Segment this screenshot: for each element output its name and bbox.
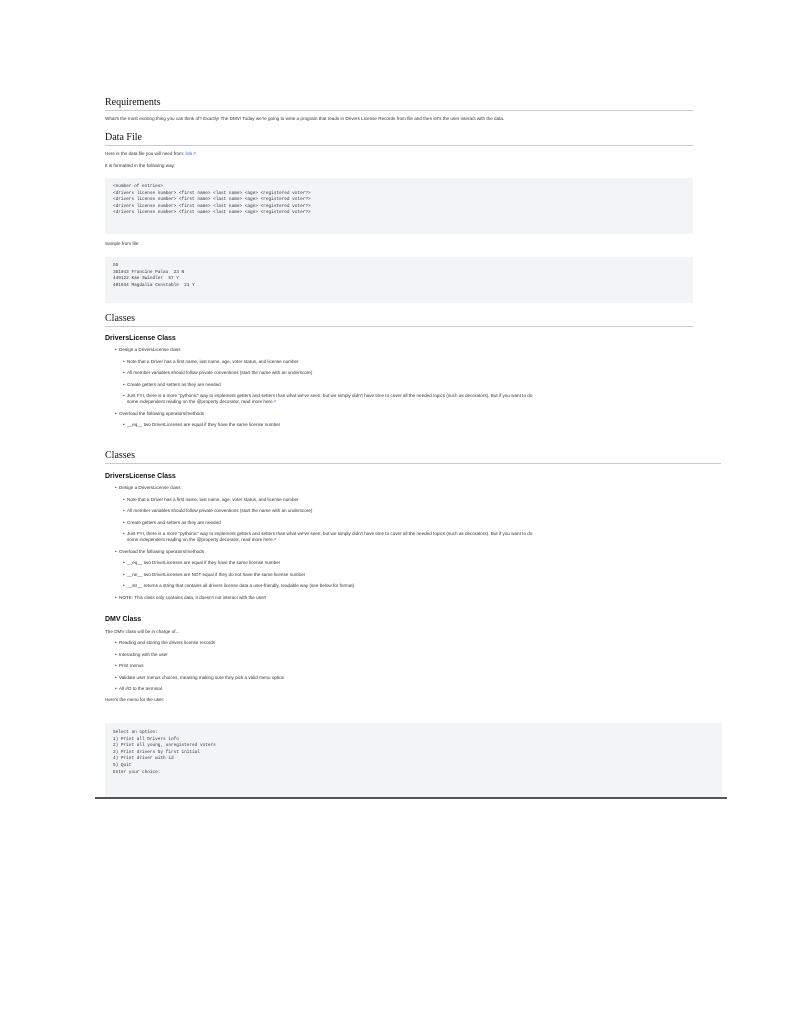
code-line: 5) Quit (113, 762, 132, 768)
list-item: • All member variables should follow private conventions (start the name with an underscore) (123, 508, 313, 513)
data-file-heading: Data File (105, 132, 693, 146)
class-requirements-list (105, 482, 721, 603)
code-line: 381043 Francine Palau 23 N (113, 269, 185, 275)
list-item: • __eq__ two DriverLicenses are equal if they have the same license number (123, 422, 281, 427)
external-link-icon: ↗ (272, 398, 277, 404)
list-item: • NOTE: This class only contains data, it doesn't not interact with the user! (115, 594, 267, 600)
classes-heading: Classes (105, 313, 693, 327)
list-item: • Just FYI, there is a more "pythonic" way to implement getters and setters than what we've seen, but we simply didn't have time to cover all the needed topics (such as decorators). But if you want to do (123, 531, 533, 536)
list-item: • Create getters and setters as they are needed (123, 519, 221, 525)
list-item: • __ne__ two DriverLicenses are NOT equal if they do not have the same license number (123, 571, 306, 577)
class-subheading: DriversLicense Class (105, 473, 176, 480)
classes-heading: Classes (105, 450, 721, 464)
dmv-section (105, 616, 721, 703)
format-code-block (105, 178, 693, 234)
list-item: • Design a DriversLicense class (115, 485, 181, 490)
requirements-section (105, 97, 693, 122)
data-file-line1 (105, 151, 693, 157)
code-line: <drivers license number> <first name> <last name> <age> <registered voter?> (113, 197, 311, 203)
sample-label-wrap (105, 241, 139, 247)
list-item: • Create getters and setters as they are needed (123, 381, 221, 387)
code-line: <drivers license number> <first name> <last name> <age> <registered voter?> (113, 210, 311, 216)
code-line: <number of entries> (113, 184, 164, 189)
data-file-line2: It is formatted in the following way: (105, 163, 176, 168)
list-item: • Overload the following operators/methods (115, 410, 205, 416)
code-line: 2) Print all young, unregistered voters (113, 743, 216, 749)
external-link-icon: ↗ (272, 536, 277, 542)
list-item: • Design a DriversLicense class (115, 347, 181, 352)
dmv-responsibilities-list (105, 637, 721, 695)
list-item: • Validate user menus choices, meaning making sure they pick a valid menu option (115, 674, 285, 680)
list-item: • Just FYI, there is a more "pythonic" way to implement getters and setters than what we've seen, but we simply didn't have time to cover all the needed topics (such as decorators). But if you want to do (123, 393, 533, 398)
data-file-link[interactable]: link (185, 151, 193, 156)
code-line: 3) Print drivers by first initial (113, 749, 200, 755)
list-item: • __eq__ two DriverLicenses are equal if they have the same license number (123, 560, 281, 565)
menu-intro: Here's the menu for the user: (105, 696, 165, 702)
code-line: Enter your choice: (113, 769, 161, 775)
code-line: <drivers license number> <first name> <last name> <age> <registered voter?> (113, 203, 311, 209)
menu-code-block (105, 723, 722, 798)
dmv-intro: The DMV class will be in charge of... (105, 629, 180, 634)
list-item-continuation: some independent reading on the @property decorator, read more here↗ (127, 398, 277, 404)
list-item: • All I/O to the terminal (115, 686, 162, 691)
list-item: • __str__ returns a string that contains all drivers license data a user-friendly, readable way (see below for format) (123, 583, 355, 588)
code-line: <drivers license number> <first name> <last name> <age> <registered voter?> (113, 190, 311, 196)
class-requirements-list (105, 344, 693, 431)
code-line: 449122 Kae Swindler 57 Y (113, 276, 179, 282)
dmv-subheading: DMV Class (105, 616, 142, 623)
code-line: Select an option: (113, 730, 158, 735)
sample-code-block (105, 257, 693, 303)
list-item: • Reading and storing the drivers license records (115, 640, 216, 645)
external-link-icon: ↗ (192, 151, 197, 156)
data-file-section (105, 132, 693, 169)
list-item: • Overload the following operators/methods (115, 548, 205, 554)
code-line: 401934 Magdalia Constable 21 Y (113, 282, 195, 288)
sample-label: Sample from file: (105, 241, 140, 246)
list-item: • Note that a Driver has a first name, last name, age, voter status, and license number (123, 358, 299, 364)
data-file-line1-text: Here is the data file you will need from: (105, 151, 186, 156)
classes-section (105, 313, 693, 431)
requirements-heading: Requirements (105, 97, 693, 111)
classes-section-2 (105, 450, 721, 603)
class-subheading: DriversLicense Class (105, 335, 176, 342)
code-line: 1) Print all Drivers info (113, 736, 179, 742)
scan-edge-line (95, 797, 727, 799)
code-line: 55 (113, 263, 119, 268)
list-item: • Print menus (115, 663, 144, 668)
list-item: • Note that a Driver has a first name, last name, age, voter status, and license number (123, 496, 299, 502)
requirements-text: What's the most exciting thing you can think of? Exactly! The DMV! Today we're going to write a program that reads in Drivers License Records from file and then let's the user interact with the data. (105, 116, 505, 121)
code-line: 4) Print driver with id (113, 756, 174, 762)
list-item-continuation: some independent reading on the @property decorator, read more here↗ (127, 536, 277, 542)
list-item: • Interacting with the user (115, 651, 168, 657)
list-item: • All member variables should follow private conventions (start the name with an underscore) (123, 370, 313, 375)
